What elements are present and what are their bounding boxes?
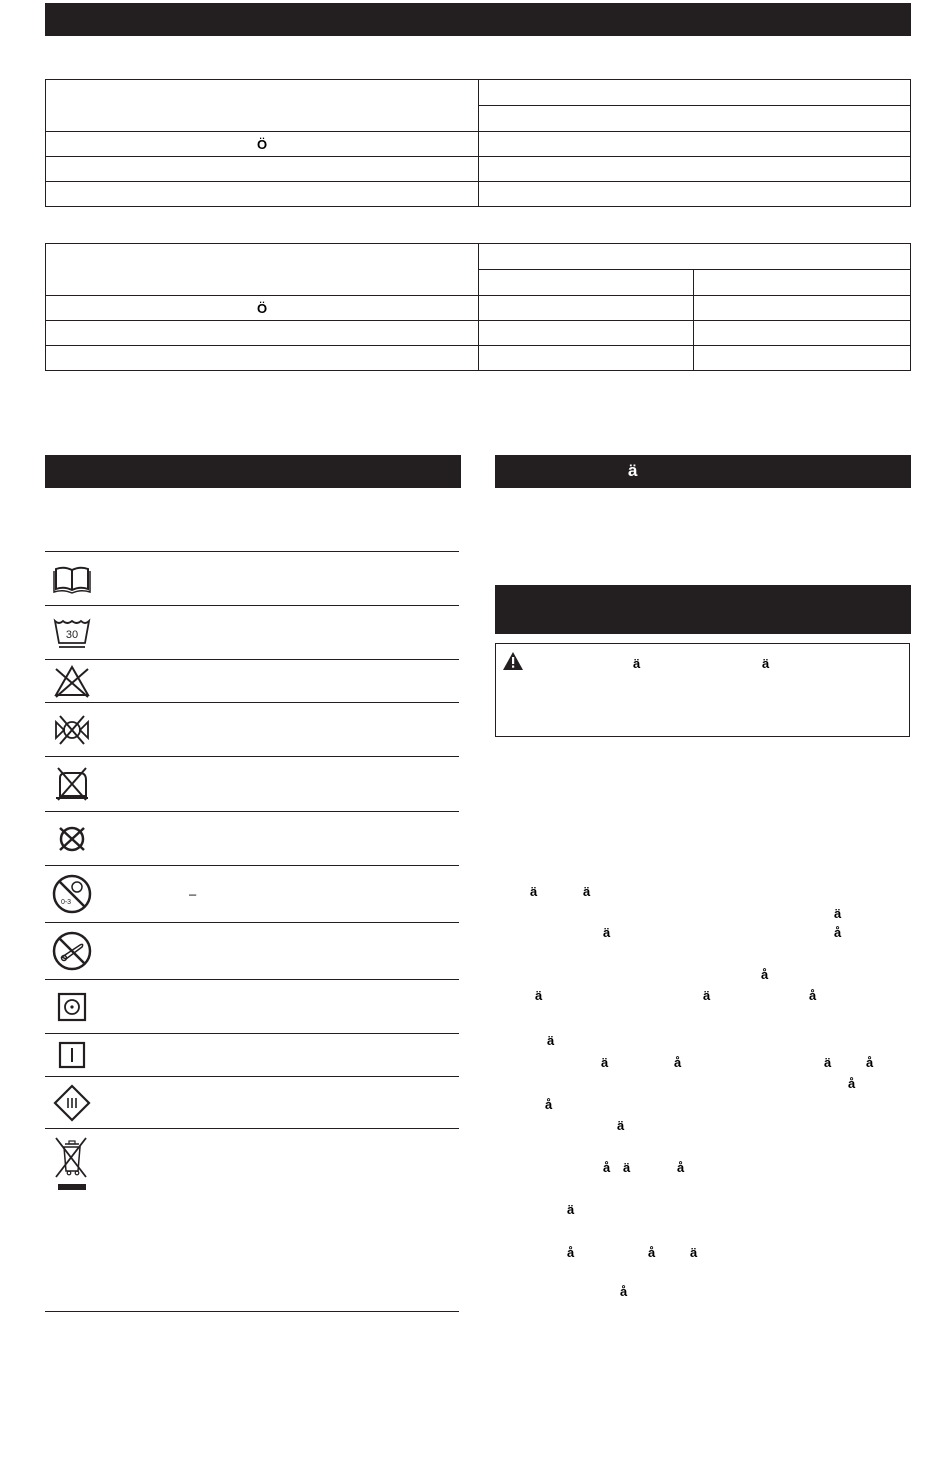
table-cell: [46, 80, 479, 132]
no-dry-clean-icon: [52, 819, 92, 859]
text-fragment: ä: [535, 988, 543, 1003]
warning-char: ä: [633, 656, 641, 671]
table-cell: [46, 182, 479, 207]
table-row: [46, 182, 911, 207]
list-item: [45, 659, 459, 702]
right-section-title: ä: [628, 461, 638, 480]
list-item: [45, 605, 459, 659]
text-fragment: å: [674, 1055, 682, 1070]
text-fragment: ä: [583, 884, 591, 899]
table-row: [46, 296, 911, 321]
list-item: [45, 1076, 459, 1128]
warning-char: ä: [762, 656, 770, 671]
text-fragment: ä: [690, 1245, 698, 1260]
text-fragment: ä: [623, 1160, 631, 1175]
manual-book-icon: [52, 559, 92, 599]
table-cell: [478, 182, 911, 207]
table-row: [46, 132, 911, 157]
no-iron-icon: [52, 764, 92, 804]
class-i-icon: [52, 1035, 92, 1075]
table-cell: [478, 157, 911, 182]
list-item: [45, 922, 459, 979]
list-item: [45, 1128, 459, 1320]
cell-char: Ö: [257, 300, 268, 316]
spec-table-2: [45, 243, 911, 371]
table-cell: [478, 296, 694, 321]
svg-text:30: 30: [65, 628, 79, 641]
table-row: [46, 244, 911, 270]
list-item: [45, 865, 459, 922]
table-cell: [478, 346, 694, 371]
list-item: [45, 551, 459, 605]
list-item: [45, 756, 459, 811]
text-fragment: ä: [617, 1118, 625, 1133]
cell-char: Ö: [257, 136, 268, 152]
text-fragment: ä: [603, 925, 611, 940]
list-item: [45, 1033, 459, 1076]
table-cell: [46, 132, 479, 157]
table-row: [46, 321, 911, 346]
warning-triangle-icon: [502, 651, 524, 671]
text-fragment: å: [848, 1076, 856, 1091]
text-fragment: å: [603, 1160, 611, 1175]
table-row: [46, 80, 911, 106]
svg-text:0-3: 0-3: [60, 899, 72, 906]
table-subheader-cell: [478, 270, 694, 296]
symbol-text: –: [189, 886, 197, 902]
text-fragment: å: [620, 1284, 628, 1299]
wash-30-icon: [52, 613, 92, 653]
table-subheader-cell: [694, 270, 911, 296]
text-fragment: ä: [601, 1055, 609, 1070]
list-item: [45, 702, 459, 756]
table-cell: [46, 296, 479, 321]
text-fragment: ä: [824, 1055, 832, 1070]
table-cell: [478, 80, 911, 106]
not-for-children-0-3-icon: [52, 874, 92, 914]
table-cell: [478, 106, 911, 132]
text-fragment: å: [567, 1245, 575, 1260]
no-pins-icon: [52, 931, 92, 971]
table-cell: [46, 157, 479, 182]
table-row: [46, 157, 911, 182]
text-fragment: å: [677, 1160, 685, 1175]
symbols-list-bottom-rule: [45, 1311, 459, 1312]
symbols-section-header: [45, 455, 461, 488]
text-fragment: ä: [834, 906, 842, 921]
text-fragment: å: [809, 988, 817, 1003]
table-cell: [694, 296, 911, 321]
table-cell: [46, 321, 479, 346]
table-row: [46, 346, 911, 371]
text-fragment: å: [866, 1055, 874, 1070]
table-cell: [694, 346, 911, 371]
top-header-bar: [45, 3, 911, 36]
table-cell: [694, 321, 911, 346]
spec-table-1: [45, 79, 911, 207]
text-fragment: å: [834, 925, 842, 940]
text-fragment: ä: [703, 988, 711, 1003]
text-fragment: å: [761, 967, 769, 982]
no-bleach-icon: [52, 661, 92, 701]
table-cell: [478, 132, 911, 157]
thermostat-icon: [52, 987, 92, 1027]
list-item: [45, 979, 459, 1033]
no-tumble-dry-icon: [52, 710, 92, 750]
text-fragment: å: [545, 1097, 553, 1112]
warning-box: [495, 643, 910, 737]
text-fragment: ä: [530, 884, 538, 899]
table-cell: [46, 346, 479, 371]
table-cell: [46, 244, 479, 296]
text-fragment: ä: [567, 1202, 575, 1217]
symbols-list: [45, 551, 459, 1320]
weee-bin-icon: [52, 1135, 92, 1197]
text-fragment: å: [648, 1245, 656, 1260]
class-iii-icon: [52, 1083, 92, 1123]
right-section-header: [495, 455, 911, 488]
list-item: [45, 811, 459, 865]
table-header-cell: [478, 244, 911, 270]
right-subsection-header: [495, 585, 911, 634]
text-fragment: ä: [547, 1033, 555, 1048]
table-cell: [478, 321, 694, 346]
